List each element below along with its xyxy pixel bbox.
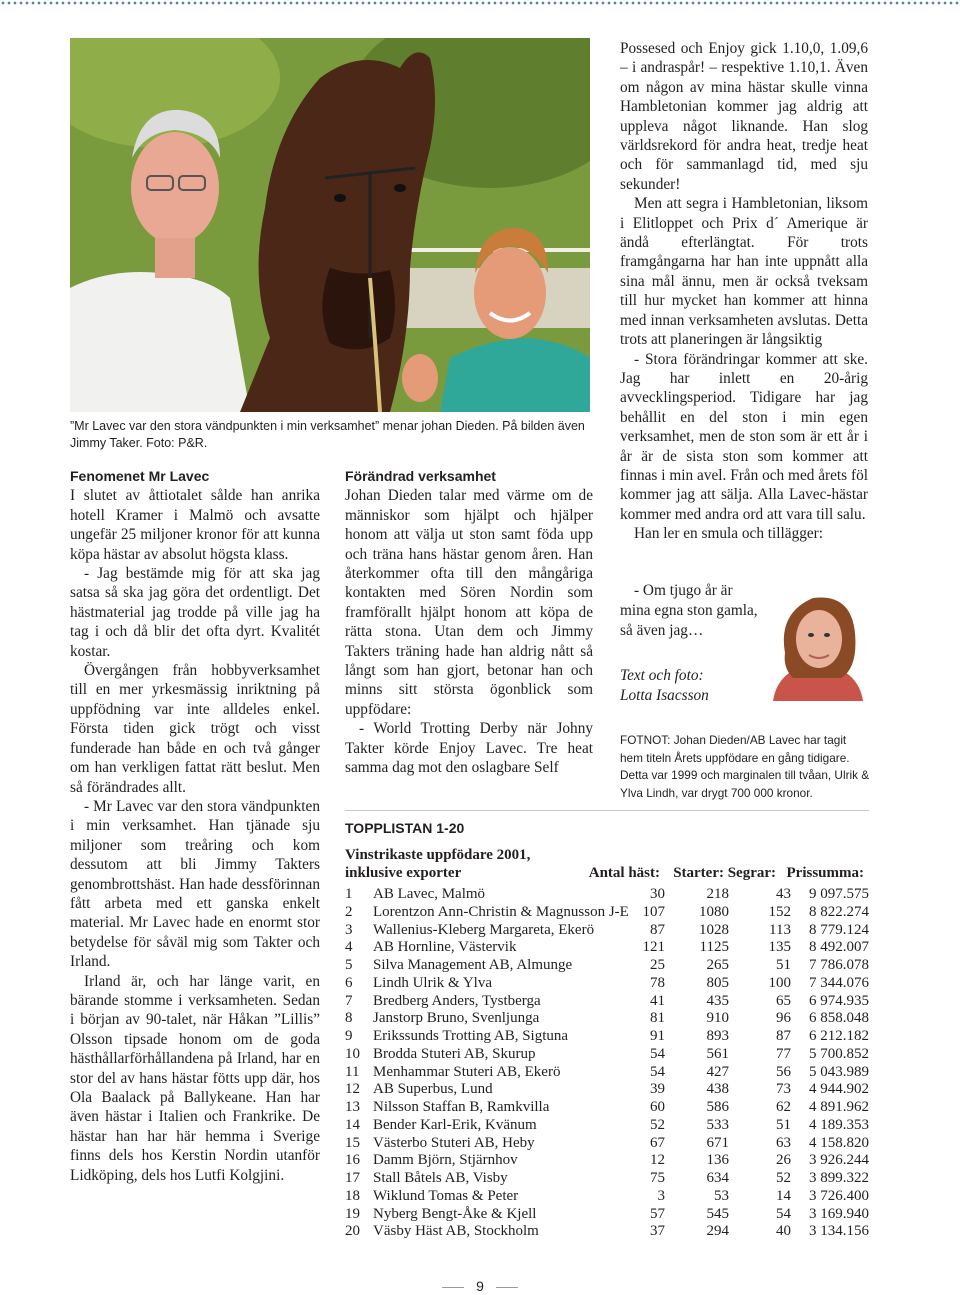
table-row	[345, 1099, 869, 1117]
table-cell: 3 726.400	[809, 1187, 869, 1204]
table-cell: 107	[642, 903, 665, 920]
table-cell: 3 169.940	[809, 1205, 869, 1222]
article-column-3	[620, 39, 868, 544]
main-photo	[70, 38, 590, 412]
table-cell: 65	[776, 992, 791, 1009]
table-cell: 135	[768, 939, 791, 956]
table-cell: 6 212.182	[809, 1028, 869, 1044]
table-cell: 53	[714, 1187, 729, 1204]
column-header: Prissumma:	[786, 865, 864, 881]
table-cell: 54	[650, 1045, 665, 1062]
column-header: Segrar:	[727, 865, 776, 881]
table-cell: 7	[345, 992, 353, 1009]
table-cell: 77	[776, 1045, 791, 1062]
table-cell: 427	[706, 1063, 729, 1080]
table-cell: 30	[650, 886, 665, 902]
table-cell: 435	[706, 992, 729, 1009]
table-cell: 20	[345, 1223, 360, 1240]
paragraph: Men att segra i Hambletonian, liksom i Elitloppet och Prix d´ Amerique är ändå efterlängtat. För trots framgångarna har han inte uppnått alla sina mål ännu, men är också tveksam till hur mycket han kommer att hinna med innan verksamheten avslutas. Detta trots att planeringen är långsiktig	[620, 195, 868, 349]
table-cell: 57	[650, 1205, 665, 1222]
credit-author: Lotta Isacsson	[620, 687, 709, 704]
table-cell: 1028	[699, 921, 729, 938]
table-cell: 1080	[699, 903, 729, 920]
table-cell: 51	[776, 957, 791, 973]
table-cell: 294	[706, 1223, 729, 1240]
table-cell: 41	[650, 992, 665, 1009]
table-cell: Lindh Ulrik & Ylva	[373, 974, 493, 991]
paragraph: Han ler en smula och tillägger:	[634, 525, 824, 543]
table-cell: 3 899.322	[809, 1170, 869, 1186]
table-cell: 8 822.274	[809, 903, 869, 920]
table-cell: Wallenius-Kleberg Margareta, Ekerö	[373, 921, 595, 938]
column-header: Antal häst:	[588, 865, 660, 881]
table-row	[345, 975, 869, 993]
table-cell: Bredberg Anders, Tystberga	[373, 992, 541, 1009]
table-cell: Bender Karl-Erik, Kvänum	[373, 1116, 537, 1133]
table-cell: 6 974.935	[809, 992, 869, 1009]
table-cell: AB Lavec, Malmö	[373, 886, 486, 902]
paragraph: Övergången från hobbyverksamhet till en mer yrkesmässig inriktning på uppfödning var inte alldeles enkel. Första tiden gick trögt och visst funderade han både en och två gånger om han verkligen fattat rätt beslut. Men så förändrades allt.	[70, 662, 320, 796]
top-dotted-border	[0, 0, 960, 8]
table-cell: 3 134.156	[809, 1223, 869, 1240]
section-heading: Fenomenet Mr Lavec	[70, 468, 210, 484]
table-cell: AB Hornline, Västervik	[373, 939, 517, 956]
table-cell: Wiklund Tomas & Peter	[373, 1187, 519, 1204]
table-cell: AB Superbus, Lund	[373, 1081, 493, 1098]
table-cell: 1	[345, 886, 353, 902]
table-cell: 62	[776, 1099, 791, 1115]
table-cell: 10	[345, 1045, 360, 1062]
paragraph: Possesed och Enjoy gick 1.10,0, 1.09,6 – i andraspår! – respektive 1.10,1. Även om någon av mina hästar skulle vinna Hambletonian kommer jag aldrig att uppleva något liknande. Han slog världsrekord för andra heat, tredje heat och för sammanlagd tid, med sju sekunder!	[620, 40, 868, 193]
table-cell: 73	[776, 1081, 791, 1098]
table-cell: 91	[650, 1028, 665, 1044]
article-credit	[620, 666, 709, 706]
table-cell: Erikssunds Trotting AB, Sigtuna	[373, 1028, 569, 1044]
table-cell: 75	[650, 1170, 665, 1186]
table-cell: Västerbo Stuteri AB, Heby	[373, 1134, 535, 1151]
table-row	[345, 1028, 869, 1046]
table-cell: 12	[345, 1081, 360, 1098]
table-row	[345, 1188, 869, 1206]
table-cell: 5 700.852	[809, 1045, 869, 1062]
table-cell: 545	[706, 1205, 729, 1222]
table-cell: 43	[776, 886, 791, 902]
table-row	[345, 886, 869, 904]
table-cell: Menhammar Stuteri AB, Ekerö	[373, 1063, 561, 1080]
table-cell: 893	[706, 1028, 729, 1044]
table-cell: 113	[769, 921, 791, 938]
table-cell: 533	[706, 1116, 729, 1133]
table-cell: 54	[650, 1063, 665, 1080]
table-cell: 63	[776, 1134, 791, 1151]
section-heading: Förändrad verksamhet	[345, 468, 496, 484]
table-row	[345, 1170, 869, 1188]
table-row	[345, 1223, 869, 1241]
table-cell: 54	[776, 1205, 791, 1222]
table-cell: 4 944.902	[809, 1081, 869, 1098]
table-cell: 4 189.353	[809, 1116, 869, 1133]
table-title: TOPPLISTAN 1-20	[345, 820, 465, 836]
table-cell: 14	[776, 1187, 791, 1204]
table-cell: 4 891.962	[809, 1099, 869, 1115]
table-cell: 16	[345, 1152, 360, 1169]
table-cell: 265	[706, 957, 729, 973]
table-cell: 19	[345, 1205, 360, 1222]
table-cell: 96	[776, 1010, 791, 1027]
table-row	[345, 1152, 869, 1170]
credit-label: Text och foto:	[620, 667, 704, 684]
table-row	[345, 1064, 869, 1082]
footnote: FOTNOT: Johan Dieden/AB Lavec har tagit hem titeln Årets uppfödare en gång tidigare. Detta var 1999 och marginalen till tvåan, Ulrik & Ylva Lindh, var drygt 700 000 kronor.	[620, 733, 870, 800]
table-cell: 17	[345, 1170, 360, 1186]
table-cell: 3 926.244	[809, 1152, 869, 1169]
table-cell: 4	[345, 939, 353, 956]
table-cell: 218	[706, 886, 729, 902]
article-column-2	[345, 467, 593, 778]
table-cell: Damm Björn, Stjärnhov	[373, 1152, 518, 1169]
table-cell: 25	[650, 957, 665, 973]
paragraph: - Mr Lavec var den stora vändpunkten i min verksamhet. Han tjänade sju miljoner som treåring och kom dessutom att bli Jimmy Takters genombrottshäst. Han hade dessförinnan fått arbeta med ett ganska enkelt material. Mr Lavec hade en enormt stor betydelse för såväl mig som Takter och Irland.	[70, 797, 320, 971]
subtitle-line: Vinstrikaste uppfödare 2001,	[345, 847, 531, 863]
table-cell: 56	[776, 1063, 791, 1080]
table-cell: Nilsson Staffan B, Ramkvilla	[373, 1099, 550, 1115]
table-cell: 1125	[699, 939, 729, 956]
table-cell: 438	[706, 1081, 729, 1098]
table-cell: 2	[345, 903, 353, 920]
paragraph: - Jag bestämde mig för att ska jag satsa så ska jag göra det ordentligt. Det hästmaterial jag trodde på ville jag ha tag i och då blir det ofta dyrt. Kvalitét kostar.	[70, 565, 320, 660]
paragraph: - World Trotting Derby när Johny Takter körde Enjoy Lavec. Tre heat samma dag mot den oslagbare Self	[345, 720, 593, 777]
table-cell: 18	[345, 1187, 360, 1204]
table-cell: 136	[706, 1152, 729, 1169]
table-cell: 121	[642, 939, 665, 956]
table-cell: 37	[650, 1223, 665, 1240]
table-row	[345, 922, 869, 940]
table-cell: 805	[706, 974, 729, 991]
table-cell: 87	[776, 1028, 791, 1044]
table-cell: 5 043.989	[809, 1063, 869, 1080]
table-cell: 8 779.124	[809, 921, 869, 938]
table-cell: 634	[706, 1170, 729, 1186]
table-cell: 13	[345, 1099, 360, 1115]
table-cell: Nyberg Bengt-Åke & Kjell	[373, 1205, 537, 1222]
paragraph: I slutet av åttiotalet sålde han anrika hotell Kramer i Malmö och avsatte ungefär 25 miljoner kronor för att kunna köpa hästar av absolut högsta klass.	[70, 487, 320, 563]
table-cell: 81	[650, 1010, 665, 1027]
table-cell: Brodda Stuteri AB, Skurup	[373, 1045, 536, 1062]
article-column-1	[70, 467, 320, 1185]
quote-line: - Om tjugo år är	[634, 582, 733, 599]
table-cell: 8 492.007	[809, 939, 869, 956]
table-cell: 586	[706, 1099, 729, 1115]
table-cell: 7 344.076	[809, 974, 869, 991]
table-row	[345, 1135, 869, 1153]
table-row	[345, 957, 869, 975]
table-cell: 52	[650, 1116, 665, 1133]
table-row	[345, 1046, 869, 1064]
table-cell: 6	[345, 974, 353, 991]
table-cell: 6 858.048	[809, 1010, 869, 1027]
table-cell: 87	[650, 921, 665, 938]
table-cell: 40	[776, 1223, 791, 1240]
table-cell: 51	[776, 1116, 791, 1133]
table-row	[345, 1081, 869, 1099]
table-row	[345, 904, 869, 922]
quote-line: mina egna ston gamla,	[620, 602, 758, 619]
table-cell: 14	[345, 1116, 360, 1133]
table-row	[345, 939, 869, 957]
table-cell: 152	[768, 903, 791, 920]
table-cell: 5	[345, 957, 353, 973]
table-cell: 52	[776, 1170, 791, 1186]
table-cell: 12	[650, 1152, 665, 1169]
table-cell: Silva Management AB, Almunge	[373, 957, 573, 973]
paragraph: Johan Dieden talar med värme om de människor som hjälpt och hjälper honom att välja ut ston samt föda upp och träna hans hästar genom åren. Han återkommer ofta till den mångåriga kontakten med Sören Nordin som framförallt hjälpt honom att köpa de rätta stona. Utan dem och Jimmy Takters träning hade han aldrig nått så långt som han gjort, betonar han och minns sitt största ögonblick som uppfödare:	[345, 487, 593, 718]
table-divider	[345, 810, 869, 811]
table-cell: 671	[706, 1134, 729, 1151]
table-cell: 39	[650, 1081, 665, 1098]
table-cell: 100	[768, 974, 791, 991]
table-cell: 910	[706, 1010, 729, 1027]
table-cell: 78	[650, 974, 665, 991]
table-cell: 4 158.820	[809, 1134, 869, 1151]
table-cell: 561	[706, 1045, 729, 1062]
subtitle-line: inklusive exporter	[345, 865, 462, 881]
table-cell: 3	[345, 921, 353, 938]
table-cell: Stall Båtels AB, Visby	[373, 1170, 508, 1186]
table-cell: 67	[650, 1134, 665, 1151]
table-cell: 15	[345, 1134, 360, 1151]
table-cell: Janstorp Bruno, Svenljunga	[373, 1010, 540, 1027]
table-cell: 26	[776, 1152, 791, 1169]
paragraph: - Stora förändringar kommer att ske. Jag har inlett en 20-årig avvecklingsperiod. Tidigare har jag behållit en del ston i min egen verksamhet, men de ston som är ett år i år är de sista ston som kommer att finnas i min avel. Från och med årets föl kommer jag att sälja. Alla Lavec-hästar kommer med andra ord att vara till salu.	[620, 350, 868, 523]
table-cell: 8	[345, 1010, 353, 1027]
table-cell: 60	[650, 1099, 665, 1115]
table-row	[345, 993, 869, 1011]
table-cell: 9	[345, 1028, 353, 1044]
author-portrait	[763, 583, 871, 701]
table-row	[345, 1206, 869, 1224]
table-cell: 7 786.078	[809, 957, 869, 973]
breeder-toplist-table	[345, 886, 869, 1241]
column-header: Starter:	[673, 865, 724, 881]
page-number: 9	[476, 1278, 484, 1294]
table-cell: Lorentzon Ann-Christin & Magnusson J-E	[373, 903, 629, 920]
photo-caption: ”Mr Lavec var den stora vändpunkten i min verksamhet” menar johan Dieden. På bilden även Jimmy Taker. Foto: P&R.	[70, 419, 585, 450]
table-cell: 11	[345, 1063, 360, 1080]
table-cell: 3	[657, 1187, 665, 1204]
table-row	[345, 1010, 869, 1028]
table-subtitle	[345, 846, 530, 864]
table-cell: Väsby Häst AB, Stockholm	[373, 1223, 539, 1240]
table-cell: 9 097.575	[809, 886, 869, 902]
table-row	[345, 1117, 869, 1135]
paragraph: Irland är, och har länge varit, en bärande stomme i verksamheten. Sedan i början av 90-talet, när Håkan ”Lillis” Olsson tipsade honom om de goda hästhållarförhållandena på Irland, har en stor del av hans hästar fötts upp där, hos Ola Baalack på Ballykeane. Han har även hästar i Italien och Frankrike. De hästar han har här hemma i Sverige finns dels hos Kerstin Nordin utanför Lidköping, dels hos Lutfi Kolgjini.	[70, 972, 320, 1184]
quote-line: så även jag…	[620, 622, 704, 639]
page-footer	[0, 1278, 960, 1294]
